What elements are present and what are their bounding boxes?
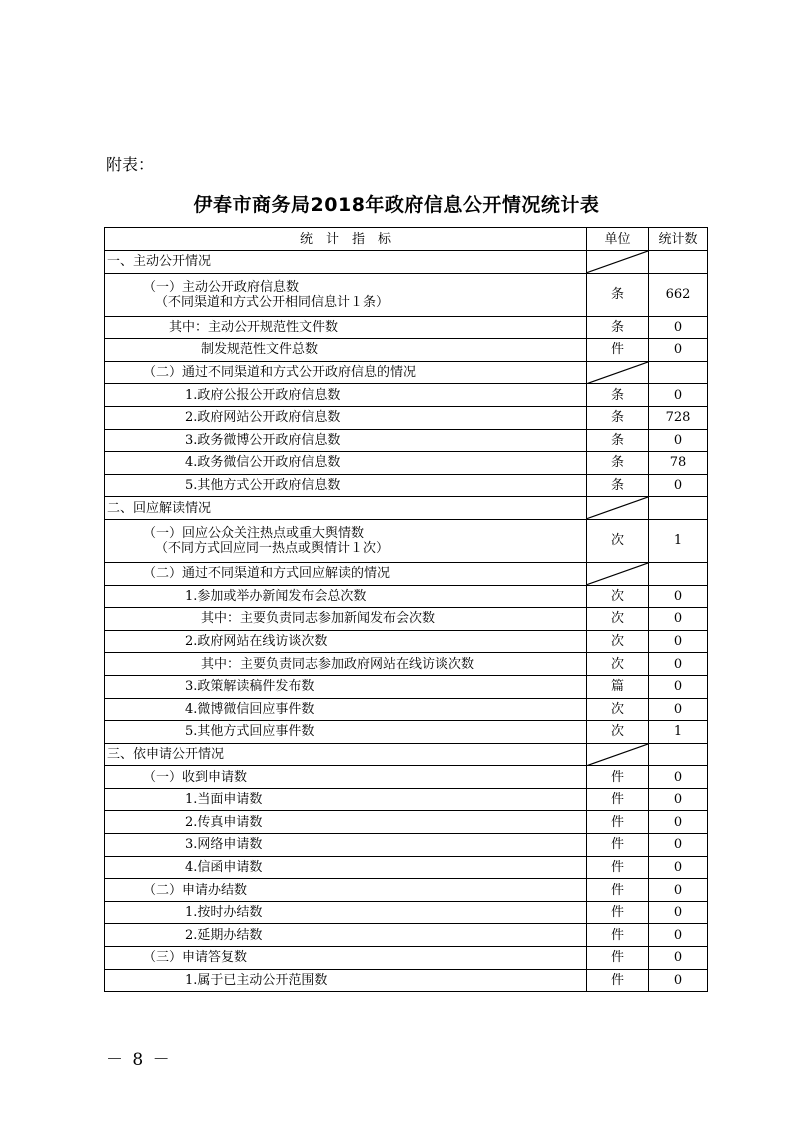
table-row — [105, 947, 708, 970]
indicator-label: 1.按时办结数 — [185, 905, 263, 921]
table-body — [105, 251, 708, 992]
indicator-label: 一、主动公开情况 — [107, 254, 212, 270]
table-row — [105, 339, 708, 362]
indicator-sublabel: （不同渠道和方式公开相同信息计１条） — [155, 294, 390, 310]
unit-cell: 件 — [587, 766, 649, 789]
count-cell: 0 — [649, 316, 708, 339]
count-cell-empty — [649, 562, 708, 585]
unit-cell: 件 — [587, 947, 649, 970]
table-row — [105, 406, 708, 429]
count-cell: 0 — [649, 630, 708, 653]
count-cell: 0 — [649, 879, 708, 902]
table-row — [105, 316, 708, 339]
unit-cell-slashed — [587, 562, 649, 585]
unit-cell: 篇 — [587, 675, 649, 698]
indicator-label: 2.延期办结数 — [185, 927, 263, 943]
unit-cell: 件 — [587, 969, 649, 992]
unit-cell: 条 — [587, 406, 649, 429]
count-cell: 0 — [649, 429, 708, 452]
indicator-label: 2.政府网站公开政府信息数 — [185, 410, 341, 426]
table-row — [105, 519, 708, 562]
indicator-label: （三）申请答复数 — [143, 950, 248, 966]
table-row — [105, 474, 708, 497]
table-row — [105, 562, 708, 585]
table-row — [105, 630, 708, 653]
indicator-cell — [105, 924, 587, 947]
indicator-label: （二）通过不同渠道和方式公开政府信息的情况 — [143, 365, 417, 381]
indicator-cell — [105, 273, 587, 316]
table-row — [105, 901, 708, 924]
indicator-cell — [105, 608, 587, 631]
unit-cell: 件 — [587, 924, 649, 947]
count-cell: 0 — [649, 675, 708, 698]
unit-cell: 次 — [587, 585, 649, 608]
table-row — [105, 969, 708, 992]
indicator-cell — [105, 788, 587, 811]
count-cell: 0 — [649, 811, 708, 834]
indicator-cell — [105, 630, 587, 653]
table-row — [105, 743, 708, 766]
table-row — [105, 834, 708, 857]
indicator-cell — [105, 721, 587, 744]
header-unit: 单位 — [587, 228, 649, 251]
count-cell-empty — [649, 251, 708, 274]
indicator-label: 4.信函申请数 — [185, 859, 263, 875]
table-row — [105, 766, 708, 789]
table-row — [105, 698, 708, 721]
unit-cell: 件 — [587, 879, 649, 902]
table-row — [105, 879, 708, 902]
table-header-row — [105, 228, 708, 251]
unit-cell-slashed — [587, 251, 649, 274]
indicator-cell — [105, 452, 587, 475]
indicator-label: 5.其他方式公开政府信息数 — [185, 478, 341, 494]
count-cell: 0 — [649, 788, 708, 811]
unit-cell: 条 — [587, 474, 649, 497]
indicator-label: 4.微博微信回应事件数 — [185, 701, 315, 717]
header-count: 统计数 — [649, 228, 708, 251]
unit-cell: 件 — [587, 856, 649, 879]
indicator-cell — [105, 743, 587, 766]
table-row — [105, 721, 708, 744]
count-cell: 0 — [649, 474, 708, 497]
indicator-label: 三、依申请公开情况 — [107, 746, 225, 762]
count-cell: 0 — [649, 834, 708, 857]
table-row — [105, 251, 708, 274]
indicator-cell — [105, 811, 587, 834]
count-cell: 662 — [649, 273, 708, 316]
indicator-label: 4.政务微信公开政府信息数 — [185, 455, 341, 471]
indicator-cell — [105, 947, 587, 970]
indicator-label: （二）通过不同渠道和方式回应解读的情况 — [143, 566, 391, 582]
indicator-cell — [105, 384, 587, 407]
table-row — [105, 452, 708, 475]
indicator-cell — [105, 856, 587, 879]
unit-cell: 条 — [587, 316, 649, 339]
count-cell: 0 — [649, 698, 708, 721]
count-cell: 0 — [649, 384, 708, 407]
indicator-label: 二、回应解读情况 — [107, 500, 212, 516]
indicator-cell — [105, 585, 587, 608]
indicator-cell — [105, 879, 587, 902]
indicator-label: （一）收到申请数 — [143, 769, 248, 785]
indicator-cell — [105, 316, 587, 339]
indicator-cell — [105, 497, 587, 520]
indicator-label: 其中：主要负责同志参加新闻发布会次数 — [201, 611, 436, 627]
count-cell-empty — [649, 743, 708, 766]
unit-cell-slashed — [587, 361, 649, 384]
table-row — [105, 384, 708, 407]
count-cell: 0 — [649, 608, 708, 631]
table-row — [105, 924, 708, 947]
count-cell: 728 — [649, 406, 708, 429]
count-cell: 0 — [649, 653, 708, 676]
page-label: 附表： — [106, 155, 155, 174]
unit-cell: 件 — [587, 788, 649, 811]
count-cell: 0 — [649, 339, 708, 362]
count-cell: 0 — [649, 766, 708, 789]
indicator-cell — [105, 429, 587, 452]
unit-cell-slashed — [587, 497, 649, 520]
count-cell: 0 — [649, 947, 708, 970]
count-cell: 1 — [649, 519, 708, 562]
count-cell: 0 — [649, 969, 708, 992]
page-number: － 8 － — [106, 1050, 172, 1070]
indicator-label: 2.政府网站在线访谈次数 — [185, 634, 328, 650]
indicator-label: 1.参加或举办新闻发布会总次数 — [185, 588, 367, 604]
table-row — [105, 361, 708, 384]
indicator-cell — [105, 698, 587, 721]
table-row — [105, 585, 708, 608]
indicator-cell — [105, 834, 587, 857]
indicator-label: 3.网络申请数 — [185, 837, 263, 853]
indicator-cell — [105, 474, 587, 497]
indicator-cell — [105, 562, 587, 585]
statistics-table — [104, 227, 708, 992]
count-cell: 1 — [649, 721, 708, 744]
unit-cell: 次 — [587, 630, 649, 653]
table-row — [105, 811, 708, 834]
unit-cell: 条 — [587, 273, 649, 316]
indicator-sublabel: （不同方式回应同一热点或舆情计１次） — [155, 540, 390, 556]
unit-cell: 次 — [587, 721, 649, 744]
indicator-label: （一）主动公开政府信息数 — [143, 279, 300, 295]
indicator-label: （一）回应公众关注热点或重大舆情数 — [143, 525, 365, 541]
indicator-label: 1.政府公报公开政府信息数 — [185, 387, 341, 403]
table-row — [105, 497, 708, 520]
indicator-cell — [105, 406, 587, 429]
unit-cell: 条 — [587, 384, 649, 407]
unit-cell: 条 — [587, 452, 649, 475]
indicator-label: 1.当面申请数 — [185, 792, 263, 808]
unit-cell: 次 — [587, 608, 649, 631]
indicator-cell — [105, 519, 587, 562]
indicator-cell — [105, 251, 587, 274]
indicator-label: 5.其他方式回应事件数 — [185, 724, 315, 740]
unit-cell: 件 — [587, 339, 649, 362]
indicator-cell — [105, 361, 587, 384]
table-row — [105, 608, 708, 631]
indicator-cell — [105, 675, 587, 698]
indicator-cell — [105, 653, 587, 676]
table-row — [105, 429, 708, 452]
table-row — [105, 653, 708, 676]
unit-cell-slashed — [587, 743, 649, 766]
table-row — [105, 675, 708, 698]
indicator-cell — [105, 901, 587, 924]
document-title: 伊春市商务局2018年政府信息公开情况统计表 — [193, 194, 600, 216]
unit-cell: 次 — [587, 653, 649, 676]
unit-cell: 件 — [587, 901, 649, 924]
table-row — [105, 788, 708, 811]
unit-cell: 条 — [587, 429, 649, 452]
unit-cell: 件 — [587, 834, 649, 857]
indicator-label: 其中：主要负责同志参加政府网站在线访谈次数 — [201, 656, 475, 672]
indicator-cell — [105, 969, 587, 992]
unit-cell: 次 — [587, 519, 649, 562]
indicator-label: 其中：主动公开规范性文件数 — [169, 319, 339, 335]
table-row — [105, 856, 708, 879]
count-cell-empty — [649, 361, 708, 384]
indicator-cell — [105, 766, 587, 789]
table-row — [105, 273, 708, 316]
count-cell-empty — [649, 497, 708, 520]
indicator-label: （二）申请办结数 — [143, 882, 248, 898]
count-cell: 0 — [649, 924, 708, 947]
indicator-label: 3.政务微博公开政府信息数 — [185, 432, 341, 448]
count-cell: 0 — [649, 856, 708, 879]
indicator-label: 1.属于已主动公开范围数 — [185, 972, 328, 988]
unit-cell: 件 — [587, 811, 649, 834]
count-cell: 78 — [649, 452, 708, 475]
indicator-label: 2.传真申请数 — [185, 814, 263, 830]
indicator-cell — [105, 339, 587, 362]
header-indicator: 统 计 指 标 — [105, 228, 587, 251]
count-cell: 0 — [649, 901, 708, 924]
indicator-label: 制发规范性文件总数 — [201, 342, 319, 358]
count-cell: 0 — [649, 585, 708, 608]
unit-cell: 次 — [587, 698, 649, 721]
indicator-label: 3.政策解读稿件发布数 — [185, 679, 315, 695]
